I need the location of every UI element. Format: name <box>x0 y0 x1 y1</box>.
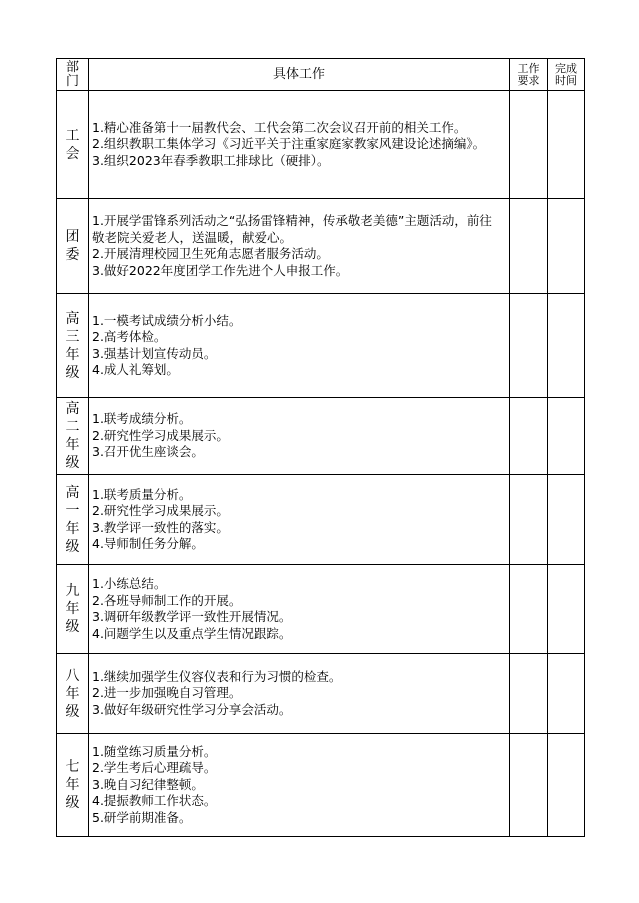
work-item: 5.研学前期准备。 <box>92 809 192 825</box>
header-requirement-label: 工作要求 <box>517 61 540 87</box>
dept-name: 高二年级 <box>65 401 80 471</box>
work-plan-table <box>56 58 585 837</box>
header-requirement <box>510 59 548 91</box>
work-item: 2.各班导师制工作的开展。 <box>92 592 242 608</box>
table-row <box>57 398 585 475</box>
work-cell <box>89 734 510 837</box>
work-item: 1.联考质量分析。 <box>92 486 192 502</box>
work-item: 2.进一步加强晚自习管理。 <box>92 685 242 701</box>
work-item: 3.做好年级研究性学习分享会活动。 <box>92 701 292 717</box>
work-cell <box>89 475 510 565</box>
work-item: 1.一模考试成绩分析小结。 <box>92 312 242 328</box>
requirement-cell <box>510 398 548 475</box>
requirement-cell <box>510 475 548 565</box>
work-item: 3.调研年级教学评一致性开展情况。 <box>92 609 292 624</box>
header-dept <box>57 59 89 91</box>
dept-name: 高一年级 <box>65 484 80 555</box>
table-header-row <box>57 59 585 91</box>
header-dept-label: 部门 <box>65 59 79 89</box>
requirement-cell <box>510 199 548 294</box>
work-item: 3.召开优生座谈会。 <box>92 444 204 460</box>
work-cell <box>89 398 510 475</box>
work-cell <box>89 199 510 294</box>
dept-cell <box>57 398 89 475</box>
dept-cell <box>57 654 89 734</box>
dept-cell <box>57 734 89 837</box>
table-row <box>57 565 585 654</box>
work-item: 4.提振教师工作状态。 <box>92 793 217 809</box>
dept-name: 九年级 <box>65 583 80 635</box>
table-row <box>57 475 585 565</box>
work-item: 1.随堂练习质量分析。 <box>92 743 217 759</box>
work-cell <box>89 294 510 398</box>
dept-name: 工会 <box>65 127 80 162</box>
work-item: 1.联考成绩分析。 <box>92 411 192 427</box>
work-item: 2.学生考后心理疏导。 <box>92 760 217 776</box>
requirement-cell <box>510 294 548 398</box>
header-completion <box>548 59 585 91</box>
work-item: 2.研究性学习成果展示。 <box>92 427 229 443</box>
requirement-cell <box>510 565 548 654</box>
dept-name: 高三年级 <box>65 310 80 381</box>
work-item: 4.问题学生以及重点学生情况跟踪。 <box>92 625 292 641</box>
dept-name: 团委 <box>65 229 80 263</box>
work-item: 1.继续加强学生仪容仪表和行为习惯的检查。 <box>92 668 342 684</box>
dept-name: 八年级 <box>65 667 80 720</box>
completion-cell <box>548 565 585 654</box>
work-item: 4.导师制任务分解。 <box>92 536 204 551</box>
dept-cell <box>57 565 89 654</box>
completion-cell <box>548 199 585 294</box>
work-item: 1.小练总结。 <box>92 576 167 591</box>
table-row <box>57 199 585 294</box>
work-item: 2.高考体检。 <box>92 329 167 344</box>
header-completion-label: 完成时间 <box>555 61 577 87</box>
table-row <box>57 294 585 398</box>
completion-cell <box>548 734 585 837</box>
completion-cell <box>548 398 585 475</box>
header-work: 具体工作 <box>89 59 510 91</box>
work-item: 3.晚自习纪律整顿。 <box>92 776 204 792</box>
work-item: 3.强基计划宣传动员。 <box>92 345 217 361</box>
work-item: 1.开展学雷锋系列活动之“弘扬雷锋精神，传承敬老美德”主题活动，前往敬老院关爱老人，送温暖，献爱心。 <box>92 213 492 245</box>
dept-cell <box>57 475 89 565</box>
work-item: 2.组织教职工集体学习《习近平关于注重家庭家教家风建设论述摘编》。 <box>92 136 486 152</box>
table-row <box>57 654 585 734</box>
work-cell <box>89 91 510 199</box>
work-item: 3.教学评一致性的落实。 <box>92 519 229 535</box>
work-item: 3.做好2022年度团学工作先进个人申报工作。 <box>92 262 349 278</box>
work-item: 2.研究性学习成果展示。 <box>92 503 229 518</box>
table-row <box>57 91 585 199</box>
work-cell <box>89 654 510 734</box>
dept-cell <box>57 91 89 199</box>
work-cell <box>89 565 510 654</box>
requirement-cell <box>510 654 548 734</box>
work-item: 1.精心准备第十一届教代会、工代会第二次会议召开前的相关工作。 <box>92 119 467 135</box>
requirement-cell <box>510 91 548 199</box>
completion-cell <box>548 294 585 398</box>
work-item: 2.开展清理校园卫生死角志愿者服务活动。 <box>92 246 329 261</box>
completion-cell <box>548 654 585 734</box>
table-row <box>57 734 585 837</box>
dept-cell <box>57 199 89 294</box>
completion-cell <box>548 91 585 199</box>
completion-cell <box>548 475 585 565</box>
work-item: 4.成人礼筹划。 <box>92 362 179 377</box>
work-item: 3.组织2023年春季教职工排球比（硬排）。 <box>92 152 330 168</box>
dept-cell <box>57 294 89 398</box>
dept-name: 七年级 <box>65 759 80 811</box>
requirement-cell <box>510 734 548 837</box>
